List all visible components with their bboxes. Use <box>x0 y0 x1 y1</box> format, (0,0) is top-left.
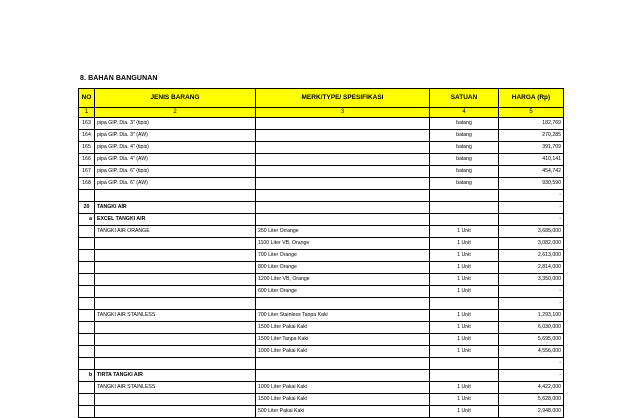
cell-satuan: batang <box>430 118 499 130</box>
table-row <box>79 346 564 358</box>
cell-harga: - <box>499 286 564 298</box>
table-row <box>79 310 564 322</box>
cell-merk: 1500 Liter Pakai Kaki <box>256 394 430 406</box>
table-row <box>79 202 564 214</box>
table-row <box>79 190 564 202</box>
header-no: NO <box>79 89 95 108</box>
cell-harga: - <box>499 358 564 370</box>
cell-merk: 500 Liter Pakai Kaki <box>256 406 430 418</box>
cell-harga: 410,141 <box>499 154 564 166</box>
cell-satuan: 1 Unit <box>430 322 499 334</box>
cell-no <box>79 286 95 298</box>
cell-satuan <box>430 370 499 382</box>
cell-no <box>79 334 95 346</box>
table-row <box>79 286 564 298</box>
cell-satuan: 1 Unit <box>430 334 499 346</box>
cell-merk <box>256 202 430 214</box>
cell-satuan: batang <box>430 178 499 190</box>
cell-satuan <box>430 190 499 202</box>
colnum-merk: 3 <box>256 108 430 118</box>
cell-harga: 182,769 <box>499 118 564 130</box>
colnum-satuan: 4 <box>430 108 499 118</box>
cell-harga: 2,613,000 <box>499 250 564 262</box>
cell-jenis: TANGKI AIR STAINLESS <box>95 382 256 394</box>
cell-jenis <box>95 298 256 310</box>
header-harga: HARGA (Rp) <box>499 89 564 108</box>
cell-merk: 1000 Liter Pakai Kaki <box>256 346 430 358</box>
table-row <box>79 394 564 406</box>
cell-no <box>79 394 95 406</box>
cell-jenis <box>95 346 256 358</box>
table-row <box>79 262 564 274</box>
cell-merk: 1500 Liter Pakai Kaki <box>256 322 430 334</box>
cell-merk <box>256 166 430 178</box>
cell-no: 167 <box>79 166 95 178</box>
cell-harga: 3,082,000 <box>499 238 564 250</box>
table-row <box>79 406 564 418</box>
cell-harga: 6,030,000 <box>499 322 564 334</box>
cell-harga: - <box>499 370 564 382</box>
cell-harga: - <box>499 202 564 214</box>
cell-merk <box>256 358 430 370</box>
cell-no <box>79 238 95 250</box>
table-row <box>79 382 564 394</box>
cell-no <box>79 346 95 358</box>
cell-no: 163 <box>79 118 95 130</box>
cell-jenis <box>95 274 256 286</box>
cell-merk <box>256 154 430 166</box>
cell-merk <box>256 142 430 154</box>
cell-jenis <box>95 358 256 370</box>
cell-satuan: 1 Unit <box>430 250 499 262</box>
header-merk: MERK/TYPE/ SPESIFIKASI <box>256 89 430 108</box>
cell-harga: 4,422,000 <box>499 382 564 394</box>
cell-no <box>79 382 95 394</box>
cell-satuan: batang <box>430 142 499 154</box>
cell-no <box>79 310 95 322</box>
table-row <box>79 154 564 166</box>
cell-jenis <box>95 238 256 250</box>
table-row <box>79 130 564 142</box>
cell-satuan: 1 Unit <box>430 346 499 358</box>
cell-no: 166 <box>79 154 95 166</box>
cell-no: 20 <box>79 202 95 214</box>
cell-satuan <box>430 214 499 226</box>
cell-merk: 1100 Liter VB, Orange <box>256 238 430 250</box>
price-table <box>78 88 564 418</box>
cell-satuan: 1 Unit <box>430 406 499 418</box>
table-row <box>79 166 564 178</box>
cell-satuan <box>430 298 499 310</box>
cell-merk: 1200 Liter VB, Orange <box>256 274 430 286</box>
cell-merk: 600 Liter Orange <box>256 286 430 298</box>
cell-no <box>79 226 95 238</box>
cell-merk: 1000 Liter Pakai Kaki <box>256 382 430 394</box>
cell-jenis <box>95 394 256 406</box>
cell-jenis <box>95 190 256 202</box>
cell-jenis <box>95 322 256 334</box>
cell-merk <box>256 298 430 310</box>
cell-jenis: pipa GIP. Dia. 4" (AW) <box>95 154 256 166</box>
cell-satuan: 1 Unit <box>430 262 499 274</box>
cell-harga: - <box>499 190 564 202</box>
table-header-row <box>79 89 564 108</box>
cell-no <box>79 190 95 202</box>
cell-jenis <box>95 262 256 274</box>
table-row <box>79 322 564 334</box>
header-satuan: SATUAN <box>430 89 499 108</box>
table-row <box>79 250 564 262</box>
table-row <box>79 118 564 130</box>
table-row <box>79 274 564 286</box>
cell-jenis <box>95 286 256 298</box>
cell-no: 165 <box>79 142 95 154</box>
table-row <box>79 142 564 154</box>
table-row <box>79 334 564 346</box>
cell-satuan: 1 Unit <box>430 226 499 238</box>
cell-satuan <box>430 358 499 370</box>
cell-satuan <box>430 202 499 214</box>
cell-harga: 5,695,000 <box>499 334 564 346</box>
section-title: 8. BAHAN BANGUNAN <box>80 75 158 82</box>
cell-no <box>79 274 95 286</box>
cell-satuan: 1 Unit <box>430 382 499 394</box>
cell-merk: 700 Liter Stainless Tanpa Kaki <box>256 310 430 322</box>
colnum-no: 1 <box>79 108 95 118</box>
cell-jenis: TIRTA TANGKI AIR <box>95 370 256 382</box>
price-table-body <box>79 89 564 418</box>
cell-harga: 4,556,000 <box>499 346 564 358</box>
cell-jenis: TANGKI AIR <box>95 202 256 214</box>
cell-no <box>79 358 95 370</box>
cell-satuan: batang <box>430 130 499 142</box>
cell-merk: 800 Liter Orange <box>256 262 430 274</box>
cell-harga: - <box>499 214 564 226</box>
cell-no: 164 <box>79 130 95 142</box>
cell-jenis <box>95 334 256 346</box>
cell-jenis: pipa GIP. Dia. 3" (AW) <box>95 130 256 142</box>
cell-merk <box>256 214 430 226</box>
cell-jenis: TANGKI AIR STAINLESS <box>95 310 256 322</box>
cell-satuan: batang <box>430 166 499 178</box>
cell-merk: 700 Liter Orange <box>256 250 430 262</box>
cell-harga: 391,709 <box>499 142 564 154</box>
cell-jenis: pipa GIP. Dia. 6" (tipis) <box>95 166 256 178</box>
cell-satuan: 1 Unit <box>430 238 499 250</box>
cell-no <box>79 250 95 262</box>
table-row <box>79 358 564 370</box>
cell-satuan: 1 Unit <box>430 274 499 286</box>
cell-jenis: pipa GIP. Dia. 3" (tipis) <box>95 118 256 130</box>
table-row <box>79 238 564 250</box>
table-row <box>79 370 564 382</box>
cell-harga: 3,350,000 <box>499 274 564 286</box>
cell-harga: 270,285 <box>499 130 564 142</box>
table-row <box>79 298 564 310</box>
cell-satuan: batang <box>430 154 499 166</box>
cell-no: a <box>79 214 95 226</box>
cell-jenis: TANGKI AIR ORANGE <box>95 226 256 238</box>
cell-satuan: 1 Unit <box>430 286 499 298</box>
cell-merk: 250 Liter Orrange <box>256 226 430 238</box>
table-row <box>79 178 564 190</box>
cell-no <box>79 262 95 274</box>
cell-harga: 1,293,100 <box>499 310 564 322</box>
cell-harga: 5,628,000 <box>499 394 564 406</box>
cell-merk <box>256 370 430 382</box>
colnum-harga: 5 <box>499 108 564 118</box>
cell-jenis: pipa GIP. Dia. 6" (AW) <box>95 178 256 190</box>
cell-harga: 3,685,000 <box>499 226 564 238</box>
cell-merk: 1500 Liter Tanpa Kaki <box>256 334 430 346</box>
cell-harga: 930,590 <box>499 178 564 190</box>
cell-jenis: EXCEL TANGKI AIR <box>95 214 256 226</box>
cell-merk <box>256 190 430 202</box>
colnum-jenis: 2 <box>95 108 256 118</box>
cell-satuan: 1 Unit <box>430 394 499 406</box>
cell-harga: - <box>499 298 564 310</box>
cell-no: b <box>79 370 95 382</box>
table-row <box>79 214 564 226</box>
cell-merk <box>256 118 430 130</box>
cell-jenis: pipa GIP. Dia. 4" (tipis) <box>95 142 256 154</box>
cell-no <box>79 298 95 310</box>
header-jenis: JENIS BARANG <box>95 89 256 108</box>
cell-harga: 2,948,000 <box>499 406 564 418</box>
cell-jenis <box>95 250 256 262</box>
table-row <box>79 226 564 238</box>
cell-no: 168 <box>79 178 95 190</box>
cell-no <box>79 406 95 418</box>
cell-no <box>79 322 95 334</box>
cell-jenis <box>95 406 256 418</box>
cell-harga: 2,814,000 <box>499 262 564 274</box>
column-number-row <box>79 108 564 118</box>
cell-satuan: 1 Unit <box>430 310 499 322</box>
cell-merk <box>256 130 430 142</box>
cell-merk <box>256 178 430 190</box>
cell-harga: 454,742 <box>499 166 564 178</box>
